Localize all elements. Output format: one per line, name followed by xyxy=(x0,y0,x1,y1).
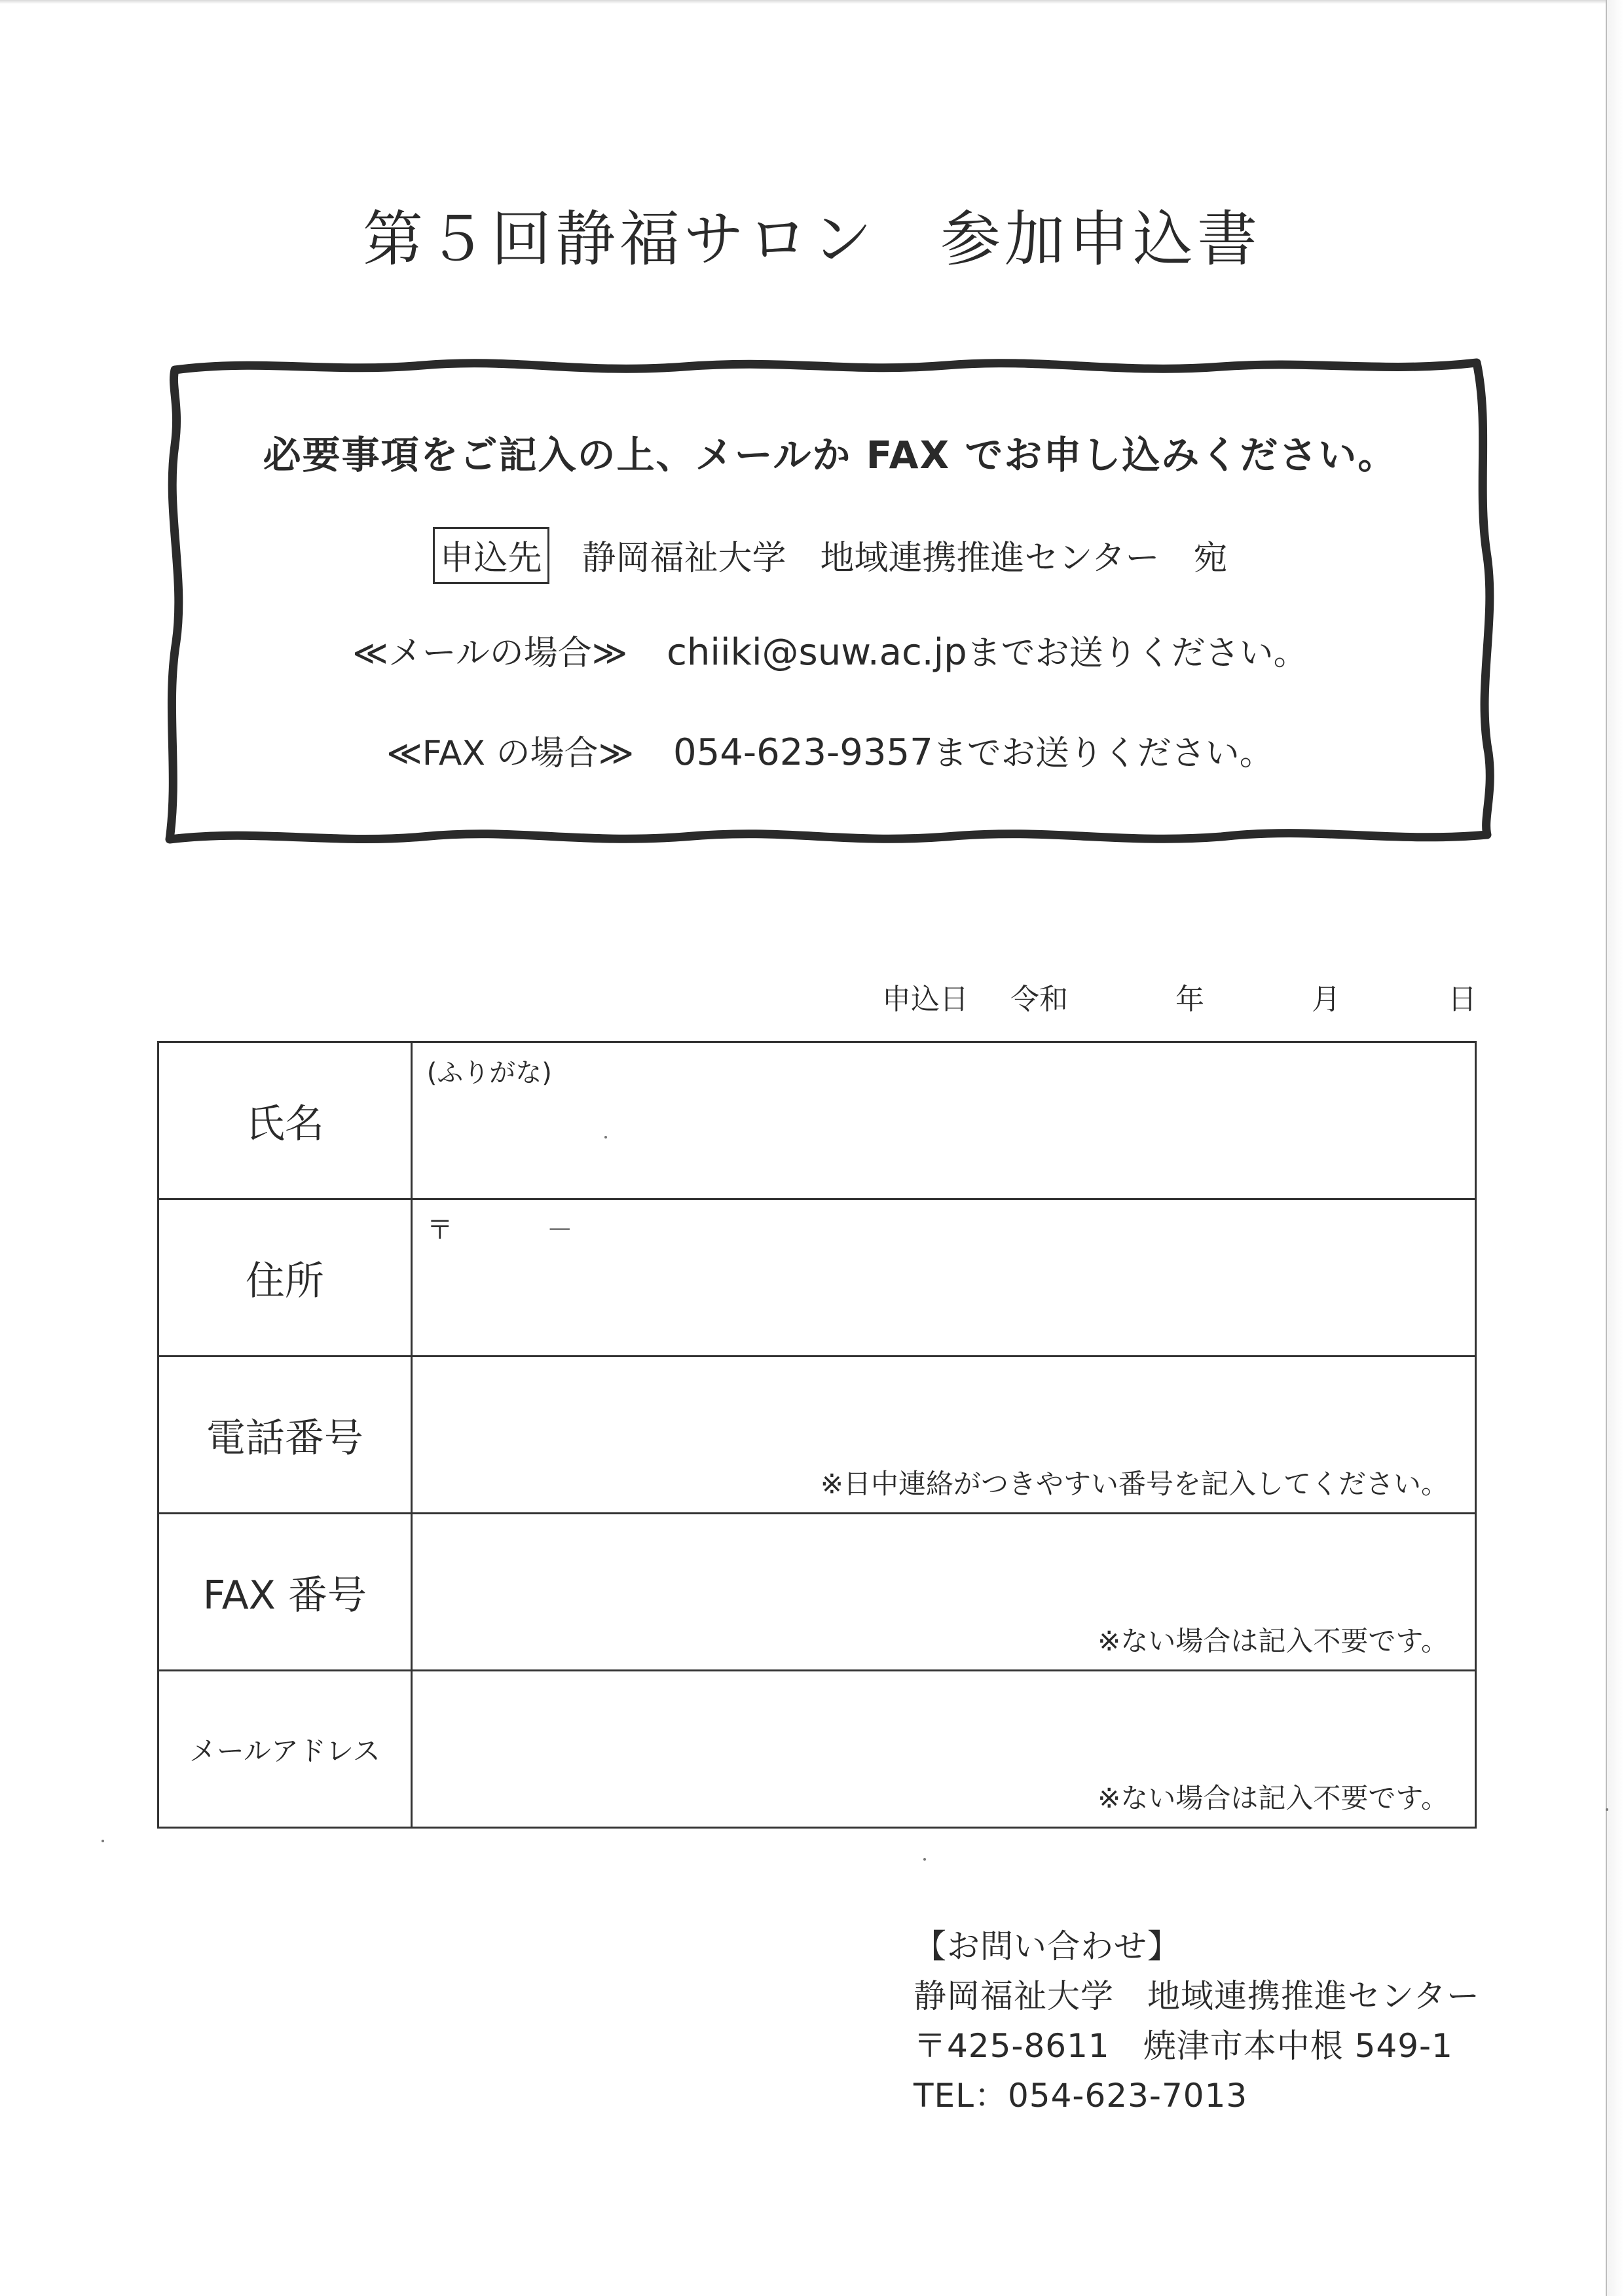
mail-suffix: までお送りください。 xyxy=(967,634,1308,673)
apply-date-month[interactable]: 月 xyxy=(1312,983,1340,1016)
fax-number: 054-623-9357 xyxy=(673,731,933,774)
table-row xyxy=(158,1671,1476,1828)
contact-tel: TEL：054-623-7013 xyxy=(913,2077,1248,2115)
scan-speck xyxy=(1606,1808,1608,1811)
notice-destination xyxy=(160,527,1500,584)
notice-mail-row xyxy=(160,625,1500,674)
email-note: ※ない場合は記入不要です。 xyxy=(1098,1782,1449,1814)
contact-organization: 静岡福祉大学 地域連携推進センター xyxy=(913,1977,1480,2015)
table-row xyxy=(158,1199,1476,1357)
email-label: メールアドレス xyxy=(158,1671,412,1828)
table-row xyxy=(158,1042,1476,1199)
phone-field[interactable] xyxy=(411,1357,1475,1514)
phone-note: ※日中連絡がつきやすい番号を記入してください。 xyxy=(820,1468,1449,1500)
scan-speck xyxy=(101,1840,104,1842)
scan-speck xyxy=(923,1858,926,1861)
phone-label: 電話番号 xyxy=(158,1357,412,1514)
apply-date-era: 令和 xyxy=(1010,983,1068,1016)
scan-edge-top xyxy=(0,0,1624,4)
address-field[interactable] xyxy=(411,1199,1475,1357)
email-field[interactable] xyxy=(411,1671,1475,1828)
name-label: 氏名 xyxy=(158,1042,412,1199)
fax-number-field[interactable] xyxy=(411,1514,1475,1671)
fax-number-label: FAX 番号 xyxy=(158,1514,412,1671)
contact-info xyxy=(913,1922,1480,2121)
fax-suffix: までお送りください。 xyxy=(932,734,1274,773)
apply-date-line xyxy=(882,975,1477,1017)
contact-heading: 【お問い合わせ】 xyxy=(913,1927,1181,1965)
apply-date-label: 申込日 xyxy=(882,983,969,1016)
mail-address-link[interactable]: chiiki@suw.ac.jp xyxy=(667,631,967,674)
contact-address: 〒425-8611 焼津市本中根 549-1 xyxy=(913,2027,1453,2065)
fax-label: ≪FAX の場合≫ xyxy=(386,734,635,773)
application-form-table xyxy=(157,1041,1477,1829)
name-field[interactable] xyxy=(411,1042,1475,1199)
apply-date-year[interactable]: 年 xyxy=(1175,983,1204,1016)
mail-label: ≪メールの場合≫ xyxy=(352,634,628,673)
postal-dash: － xyxy=(546,1215,573,1245)
address-label: 住所 xyxy=(158,1199,412,1357)
page-title: 第５回静福サロン 参加申込書 xyxy=(362,204,1261,274)
notice-instruction: 必要事項をご記入の上、メールか FAX でお申し込みください。 xyxy=(263,433,1397,477)
table-row xyxy=(158,1357,1476,1514)
apply-date-day[interactable]: 日 xyxy=(1448,983,1477,1016)
fax-note: ※ない場合は記入不要です。 xyxy=(1098,1625,1449,1657)
destination-text: 静岡福祉大学 地域連携推進センター 宛 xyxy=(581,539,1228,578)
scan-speck xyxy=(604,1136,607,1139)
table-row xyxy=(158,1514,1476,1671)
furigana-label: (ふりがな) xyxy=(426,1058,552,1088)
postal-mark: 〒 xyxy=(426,1215,453,1245)
destination-tag: 申込先 xyxy=(433,527,549,584)
scan-edge-right xyxy=(1606,0,1624,2296)
notice-fax-row xyxy=(160,725,1500,774)
